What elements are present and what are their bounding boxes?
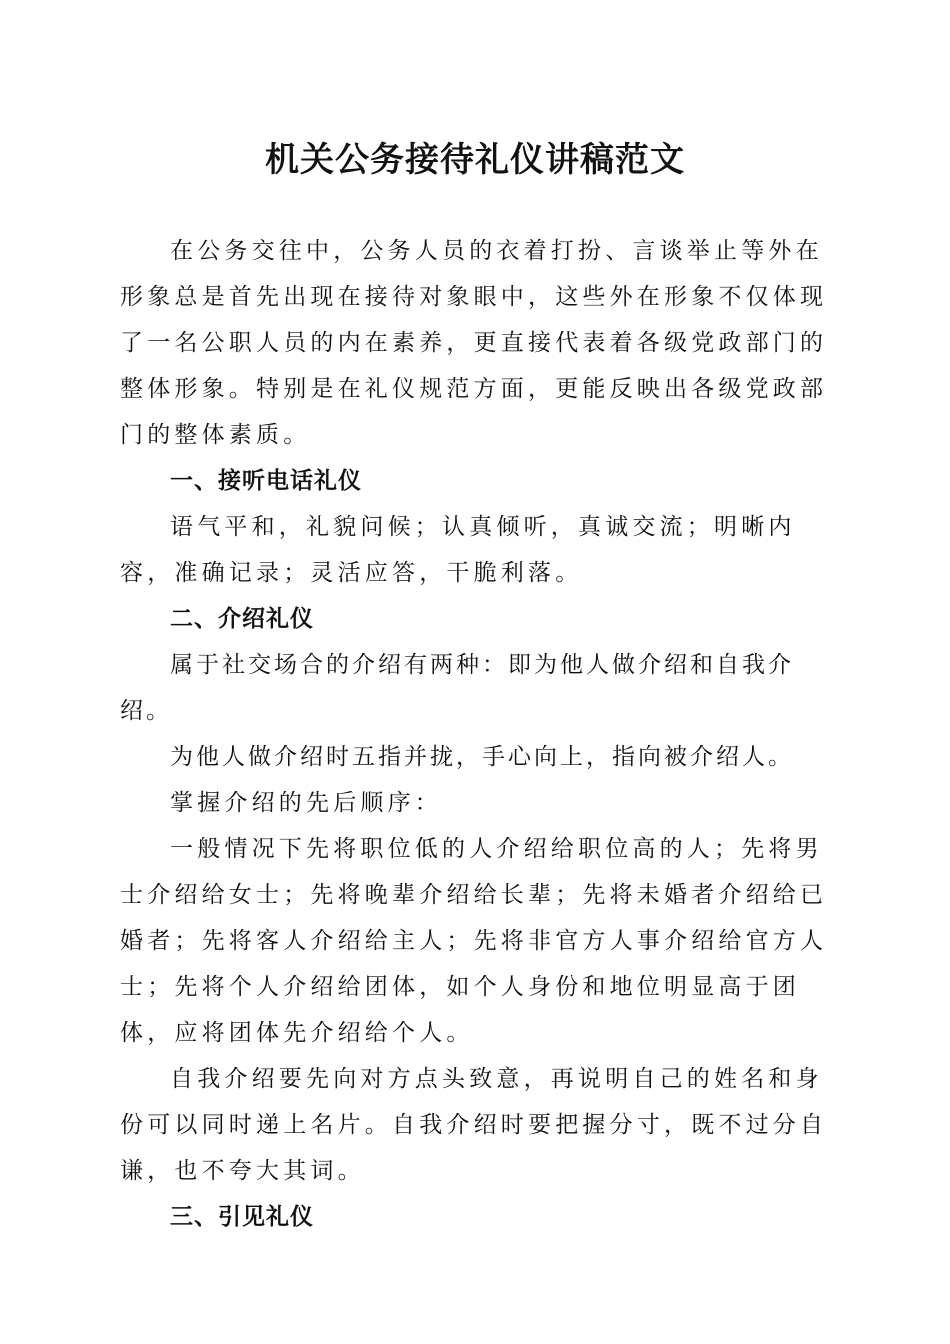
introduction-gesture-paragraph: 为他人做介绍时五指并拢，手心向上，指向被介绍人。: [170, 744, 794, 770]
section-heading-introduction: 二、介绍礼仪: [170, 606, 314, 632]
phone-etiquette-paragraph: 语气平和，礼貌问候；认真倾听，真诚交流；明晰内容，准确记录；灵活应答，干脆利落。: [120, 514, 796, 586]
introduction-order-paragraph: 一般情况下先将职位低的人介绍给职位高的人；先将男士介绍给女士；先将晚辈介绍给长辈；先将未婚者介绍给已婚者；先将客人介绍给主人；先将非官方人事介绍给官方人士；先将个人介绍给团体，如个人身份和地位明显高于团体，应将团体先介绍给个人。: [120, 836, 828, 1046]
document-title: 机关公务接待礼仪讲稿范文: [265, 140, 685, 180]
self-introduction-paragraph: 自我介绍要先向对方点头致意，再说明自己的姓名和身份可以同时递上名片。自我介绍时要把握分寸，既不过分自谦，也不夸大其词。: [120, 1066, 828, 1184]
introduction-order-heading-paragraph: 掌握介绍的先后顺序：: [170, 790, 442, 816]
section-heading-referral: 三、引见礼仪: [170, 1204, 314, 1230]
section-heading-phone: 一、接听电话礼仪: [170, 468, 362, 494]
intro-paragraph: 在公务交往中，公务人员的衣着打扮、言谈举止等外在形象总是首先出现在接待对象眼中，这些外在形象不仅体现了一名公职人员的内在素养，更直接代表着各级党政部门的整体形象。特别是在礼仪规范方面，更能反映出各级党政部门的整体素质。: [120, 238, 828, 448]
document-body: [120, 228, 832, 1240]
introduction-types-paragraph: 属于社交场合的介绍有两种：即为他人做介绍和自我介绍。: [120, 652, 794, 724]
